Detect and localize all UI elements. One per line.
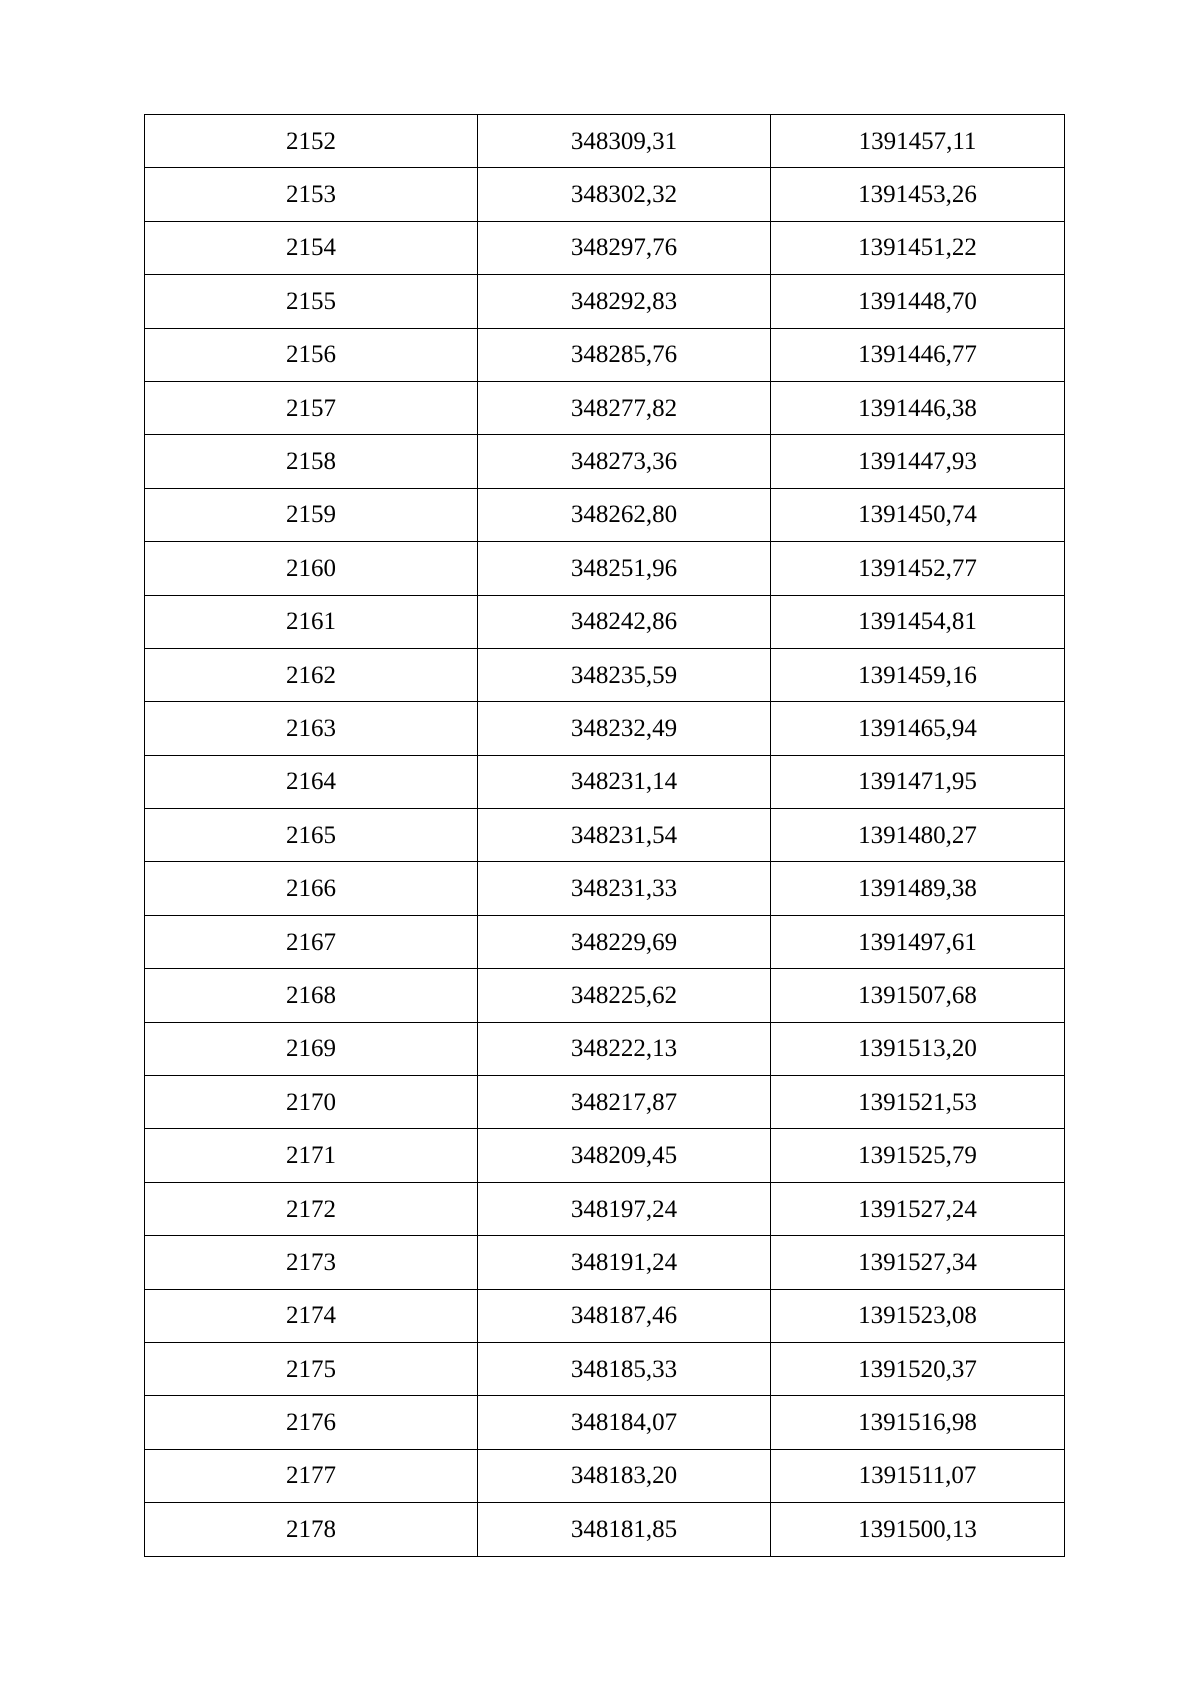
x-coordinate-cell: 348229,69 — [478, 915, 771, 968]
x-coordinate-cell: 348235,59 — [478, 648, 771, 701]
y-coordinate-cell: 1391513,20 — [771, 1022, 1065, 1075]
table-row — [145, 648, 1065, 701]
x-coordinate-cell: 348231,54 — [478, 809, 771, 862]
x-coordinate-cell: 348277,82 — [478, 381, 771, 434]
point-number-cell: 2176 — [145, 1396, 478, 1449]
point-number-cell: 2175 — [145, 1342, 478, 1395]
table-row — [145, 862, 1065, 915]
table-row — [145, 915, 1065, 968]
y-coordinate-cell: 1391489,38 — [771, 862, 1065, 915]
table-row — [145, 1503, 1065, 1556]
point-number-cell: 2167 — [145, 915, 478, 968]
point-number-cell: 2172 — [145, 1182, 478, 1235]
table-row — [145, 702, 1065, 755]
y-coordinate-cell: 1391523,08 — [771, 1289, 1065, 1342]
x-coordinate-cell: 348262,80 — [478, 488, 771, 541]
point-number-cell: 2153 — [145, 168, 478, 221]
x-coordinate-cell: 348273,36 — [478, 435, 771, 488]
table-row — [145, 1342, 1065, 1395]
y-coordinate-cell: 1391527,34 — [771, 1236, 1065, 1289]
x-coordinate-cell: 348181,85 — [478, 1503, 771, 1556]
table-row — [145, 328, 1065, 381]
point-number-cell: 2170 — [145, 1076, 478, 1129]
point-number-cell: 2166 — [145, 862, 478, 915]
point-number-cell: 2155 — [145, 275, 478, 328]
x-coordinate-cell: 348225,62 — [478, 969, 771, 1022]
table-row — [145, 1076, 1065, 1129]
x-coordinate-cell: 348251,96 — [478, 542, 771, 595]
y-coordinate-cell: 1391507,68 — [771, 969, 1065, 1022]
table-row — [145, 221, 1065, 274]
point-number-cell: 2164 — [145, 755, 478, 808]
point-number-cell: 2156 — [145, 328, 478, 381]
coordinates-table — [144, 114, 1065, 1557]
y-coordinate-cell: 1391527,24 — [771, 1182, 1065, 1235]
x-coordinate-cell: 348285,76 — [478, 328, 771, 381]
y-coordinate-cell: 1391511,07 — [771, 1449, 1065, 1502]
point-number-cell: 2168 — [145, 969, 478, 1022]
table-row — [145, 542, 1065, 595]
x-coordinate-cell: 348242,86 — [478, 595, 771, 648]
x-coordinate-cell: 348197,24 — [478, 1182, 771, 1235]
table-row — [145, 595, 1065, 648]
y-coordinate-cell: 1391471,95 — [771, 755, 1065, 808]
y-coordinate-cell: 1391452,77 — [771, 542, 1065, 595]
point-number-cell: 2162 — [145, 648, 478, 701]
x-coordinate-cell: 348232,49 — [478, 702, 771, 755]
x-coordinate-cell: 348217,87 — [478, 1076, 771, 1129]
x-coordinate-cell: 348292,83 — [478, 275, 771, 328]
point-number-cell: 2169 — [145, 1022, 478, 1075]
y-coordinate-cell: 1391520,37 — [771, 1342, 1065, 1395]
y-coordinate-cell: 1391500,13 — [771, 1503, 1065, 1556]
table-row — [145, 809, 1065, 862]
table-row — [145, 1449, 1065, 1502]
x-coordinate-cell: 348185,33 — [478, 1342, 771, 1395]
x-coordinate-cell: 348302,32 — [478, 168, 771, 221]
table-row — [145, 1022, 1065, 1075]
table-row — [145, 115, 1065, 168]
table-row — [145, 1129, 1065, 1182]
table-row — [145, 168, 1065, 221]
x-coordinate-cell: 348209,45 — [478, 1129, 771, 1182]
point-number-cell: 2178 — [145, 1503, 478, 1556]
point-number-cell: 2177 — [145, 1449, 478, 1502]
x-coordinate-cell: 348191,24 — [478, 1236, 771, 1289]
point-number-cell: 2154 — [145, 221, 478, 274]
table-row — [145, 1236, 1065, 1289]
y-coordinate-cell: 1391453,26 — [771, 168, 1065, 221]
table-row — [145, 1289, 1065, 1342]
y-coordinate-cell: 1391525,79 — [771, 1129, 1065, 1182]
point-number-cell: 2160 — [145, 542, 478, 595]
table-row — [145, 381, 1065, 434]
y-coordinate-cell: 1391446,38 — [771, 381, 1065, 434]
y-coordinate-cell: 1391480,27 — [771, 809, 1065, 862]
table-row — [145, 1396, 1065, 1449]
y-coordinate-cell: 1391457,11 — [771, 115, 1065, 168]
x-coordinate-cell: 348309,31 — [478, 115, 771, 168]
table-row — [145, 1182, 1065, 1235]
point-number-cell: 2163 — [145, 702, 478, 755]
x-coordinate-cell: 348187,46 — [478, 1289, 771, 1342]
y-coordinate-cell: 1391497,61 — [771, 915, 1065, 968]
point-number-cell: 2152 — [145, 115, 478, 168]
y-coordinate-cell: 1391448,70 — [771, 275, 1065, 328]
y-coordinate-cell: 1391459,16 — [771, 648, 1065, 701]
y-coordinate-cell: 1391447,93 — [771, 435, 1065, 488]
point-number-cell: 2157 — [145, 381, 478, 434]
y-coordinate-cell: 1391446,77 — [771, 328, 1065, 381]
x-coordinate-cell: 348231,14 — [478, 755, 771, 808]
table-row — [145, 969, 1065, 1022]
point-number-cell: 2174 — [145, 1289, 478, 1342]
y-coordinate-cell: 1391516,98 — [771, 1396, 1065, 1449]
point-number-cell: 2158 — [145, 435, 478, 488]
table-row — [145, 435, 1065, 488]
x-coordinate-cell: 348297,76 — [478, 221, 771, 274]
point-number-cell: 2171 — [145, 1129, 478, 1182]
point-number-cell: 2159 — [145, 488, 478, 541]
x-coordinate-cell: 348183,20 — [478, 1449, 771, 1502]
coordinates-table-body — [145, 115, 1065, 1557]
y-coordinate-cell: 1391521,53 — [771, 1076, 1065, 1129]
x-coordinate-cell: 348231,33 — [478, 862, 771, 915]
point-number-cell: 2173 — [145, 1236, 478, 1289]
y-coordinate-cell: 1391450,74 — [771, 488, 1065, 541]
point-number-cell: 2161 — [145, 595, 478, 648]
table-row — [145, 488, 1065, 541]
table-row — [145, 275, 1065, 328]
point-number-cell: 2165 — [145, 809, 478, 862]
y-coordinate-cell: 1391465,94 — [771, 702, 1065, 755]
y-coordinate-cell: 1391454,81 — [771, 595, 1065, 648]
x-coordinate-cell: 348184,07 — [478, 1396, 771, 1449]
x-coordinate-cell: 348222,13 — [478, 1022, 771, 1075]
table-row — [145, 755, 1065, 808]
y-coordinate-cell: 1391451,22 — [771, 221, 1065, 274]
